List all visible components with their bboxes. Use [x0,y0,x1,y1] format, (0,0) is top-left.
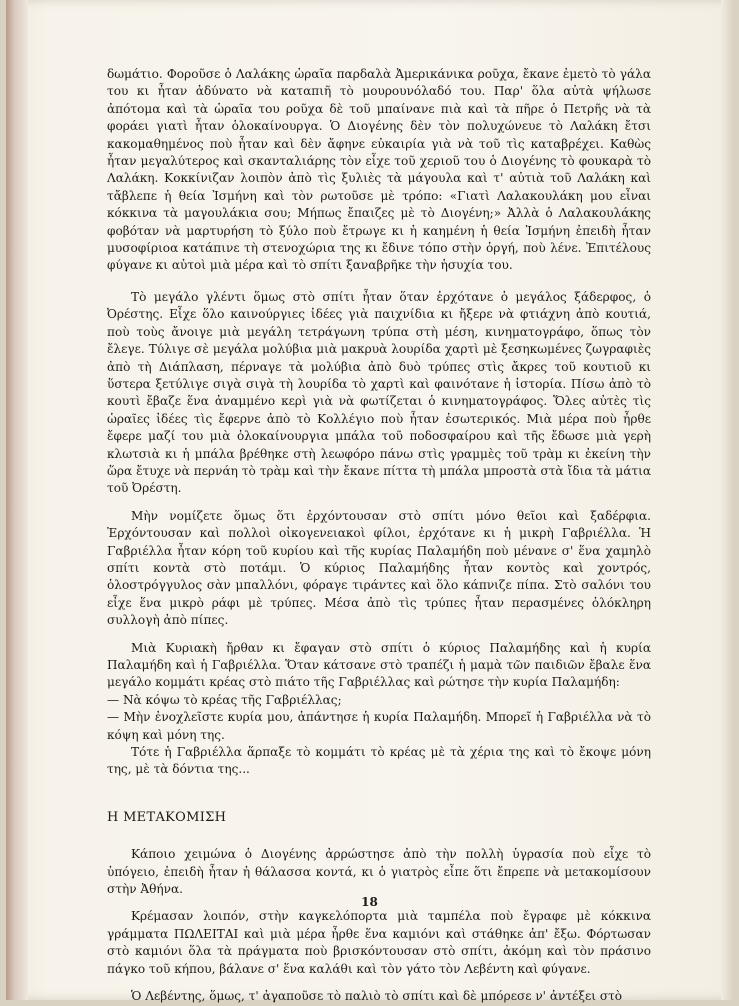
paragraph: Κρέμασαν λοιπόν, στὴν καγκελόπορτα μιὰ ταμπέλα ποὺ ἔγραφε μὲ κόκκινα γράμματα ΠΩΛΕΙΤΑΙ καὶ μιὰ μέρα ἦρθε ἕνα καμιόνι καὶ στάθηκε ἀπ' ἔξω. Φόρτωσαν στὸ καμιόνι ὅλα τὰ πράγματα ποὺ βρισκόντουσαν στὸ σπίτι, ἀκόμη καὶ τὸν πράσινο πάγκο τοῦ κήπου, βάλανε σ' ἕνα καλάθι καὶ τὸν γάτο τὸν Λεβέντη καὶ φύγανε. [107,909,651,976]
page-number: 18 [361,895,378,909]
page-text [107,66,651,1006]
paragraph: Ὁ Λεβέντης, ὅμως, τ' ἀγαποῦσε τὸ παλιὸ τὸ σπίτι καὶ δὲ μπόρεσε ν' ἀντέξει στὸ [131,989,623,1004]
paragraph: Κάποιο χειμώνα ὁ Διογένης ἀρρώστησε ἀπὸ τὴν πολλὴ ὑγρασία ποὺ εἶχε τὸ ὑπόγειο, ἐπειδὴ ἦταν ἡ θάλασσα κοντά, κι ὁ γιατρὸς εἶπε ὅτι ἔπρεπε νὰ μετακομίσουν στὴν Ἀθήνα. [107,847,651,897]
dialogue-line: — Μὴν ἐνοχλεῖστε κυρία μου, ἀπάντησε ἡ κυρία Παλαμήδη. Μπορεῖ ἡ Γαβριέλλα νὰ τὸ κόψη καὶ μόνη της. [107,710,651,742]
paragraph: Τὸ μεγάλο γλέντι ὅμως στὸ σπίτι ἦταν ὅταν ἐρχότανε ὁ μεγάλος ξάδερφος, ὁ Ὀρέστης. Εἶχε ὅλο καινούργιες ἰδέες γιὰ παιχνίδια κι ἤξερε νὰ φτιάχνη ἀπὸ κουτιά, ποὺ τοὺς ἄνοιγε μιὰ μεγάλη τετράγωνη τρύπα στὴ μέση, κινηματογράφο, ὅπως τὸν ἔλεγε. Τύλιγε σὲ μεγάλα μολύβια μιὰ μακρυὰ λουρίδα χαρτὶ μὲ ξεσηκωμένες ζωγραφιὲς ἀπὸ τὴ Διάπλαση, πέρναγε τὰ μολύβια ἀπὸ δυὸ τρύπες στὶς ἄκρες τοῦ κουτιοῦ κι ὕστερα ξετύλιγε σιγὰ σιγὰ τὴ λουρίδα τὸ χαρτὶ καὶ φαινότανε ἡ ἱστορία. Πίσω ἀπὸ τὸ κουτὶ ἔβαζε ἕνα ἀναμμένο κερὶ γιὰ νὰ φωτίζεται ὁ κινηματογράφος. Ὅλες αὐτὲς τὶς ὡραῖες ἰδέες τὶς ἔφερνε ἀπὸ τὸ Κολλέγιο ποὺ ἦταν ἐσωτερικός. Μιὰ μέρα ποὺ ἦρθε ἔφερε μαζί του μιὰ ὁλοκαίνουργια μπάλα τοῦ ποδοσφαίρου καὶ τῆς ἔδωσε μιὰ γερὴ κλωτσιὰ κι ἡ μπάλα βρέθηκε στὴ λεωφόρο πάνω στὶς γραμμὲς τοῦ τρὰμ κι ἐκείνη τὴν ὥρα ἔτυχε νὰ περνάη τὸ τρὰμ καὶ τὴν ἔκανε πίττα τὴ μπάλα μπροστὰ στὰ ἴδια τὰ μάτια τοῦ Ὀρέστη. [107,289,651,496]
paragraph: Τότε ἡ Γαβριέλλα ἅρπαξε τὸ κομμάτι τὸ κρέας μὲ τὰ χέρια της καὶ τὸ ἔκοψε μόνη της, μὲ τὰ δόντια της... [107,745,651,777]
paragraph: Μιὰ Κυριακὴ ἤρθαν κι ἔφαγαν στὸ σπίτι ὁ κύριος Παλαμήδης καὶ ἡ κυρία Παλαμήδη καὶ ἡ Γαβριέλλα. Ὅταν κάτσανε στὸ τραπέζι ἡ μαμὰ τῶν παιδιῶν ἔβαλε ἕνα μεγάλο κομμάτι κρέας στὸ πιάτο τῆς Γαβριέλλας καὶ ρώτησε τὴν κυρία Παλαμήδη: [107,640,651,690]
page-edge [721,0,733,1000]
section-heading: Η ΜΕΤΑΚΟΜΙΣΗ [107,809,227,825]
dialogue-line: — Νὰ κόψω τὸ κρέας τῆς Γαβριέλλας; [107,692,342,707]
paragraph: δωμάτιο. Φοροῦσε ὁ Λαλάκης ὡραῖα παρδαλὰ Ἀμερικάνικα ροῦχα, ἔκανε ἐμετὸ τὸ γάλα του κι ἦταν ἀδύνατο νὰ καταπιῆ τὸ μουρουνόλαδό του. Παρ' ὅλα αὐτὰ ψήλωσε ἀπότομα καὶ τὰ ὡραῖα του ροῦχα δὲ τοῦ μπαίνανε πιὰ καὶ τὰ πῆρε ὁ Πετρῆς νὰ τὰ φοράει γιατὶ ἦταν ὁλοκαίνουργα. Ὁ Διογένης δὲν τὸν πολυχώνευε τὸ Λαλάκη ἔτσι κακομαθημένος ποὺ ἦταν καὶ δὲν ἄφηνε εὐκαιρία γιὰ νὰ τοῦ τὶς καταβρέχει. Καθὼς ἦταν μεγαλύτερος καὶ σκανταλιάρης τὸν εἶχε τοῦ χεριοῦ του ὁ Διογένης τὸ φουκαρὰ τὸ Λαλάκη. Κοκκίνιζαν λοιπὸν ἀπὸ τὶς ξυλιὲς τὰ μάγουλα καὶ τ' αὐτιὰ τοῦ Λαλάκη καὶ τἄβλεπε ἡ θεία Ἰσμήνη καὶ τὸν ρωτοῦσε μὲ τρόπο: «Γιατὶ Λαλακουλάκη μου εἶναι κόκκινα τὰ μαγουλάκια σου; Μήπως ἔπαιζες μὲ τὸ Διογένη;» Ἀλλὰ ὁ Λαλακουλάκης φοβόταν νὰ μαρτυρήση τὸ ξύλο ποὺ ἔτρωγε κι ἡ καημένη ἡ θεία Ἰσμήνη ἐπειδὴ ἦταν μυσοφίριοα κατάπινε τὴ στενοχώρια της κι ἔδινε τόπο στὴν ὀργή, ποὺ λένε. Ἐπιτέλους φύγανε κι αὐτοὶ μιὰ μέρα καὶ τὸ σπίτι ξαναβρῆκε τὴν ἡσυχία του. [107,67,651,273]
paragraph: Μὴν νομίζετε ὅμως ὅτι ἐρχόντουσαν στὸ σπίτι μόνο θεῖοι καὶ ξαδέρφια. Ἐρχόντουσαν καὶ πολλοὶ οἰκογενειακοὶ φίλοι, ἐρχότανε κι ἡ μικρὴ Γαβριέλλα. Ἡ Γαβριέλλα ἦταν κόρη τοῦ κυρίου καὶ τῆς κυρίας Παλαμήδη ποὺ μένανε σ' ἕνα χαμηλὸ σπίτι κοντὰ στὸ ποτάμι. Ὁ κύριος Παλαμήδης ἦταν κοντὸς καὶ χοντρός, ὁλοστρόγγυλος σὰν μπαλλόνι, φόραγε τιράντες καὶ ὅλο κάπνιζε πίπα. Στὸ σαλόνι του εἶχε ἕνα μικρὸ ράφι μὲ τρύπες. Μέσα ἀπὸ τὶς τρύπες ἦταν περασμένες ὁλόκληρη συλλογὴ ἀπὸ πίπες. [107,508,651,628]
book-gutter [6,0,28,1000]
